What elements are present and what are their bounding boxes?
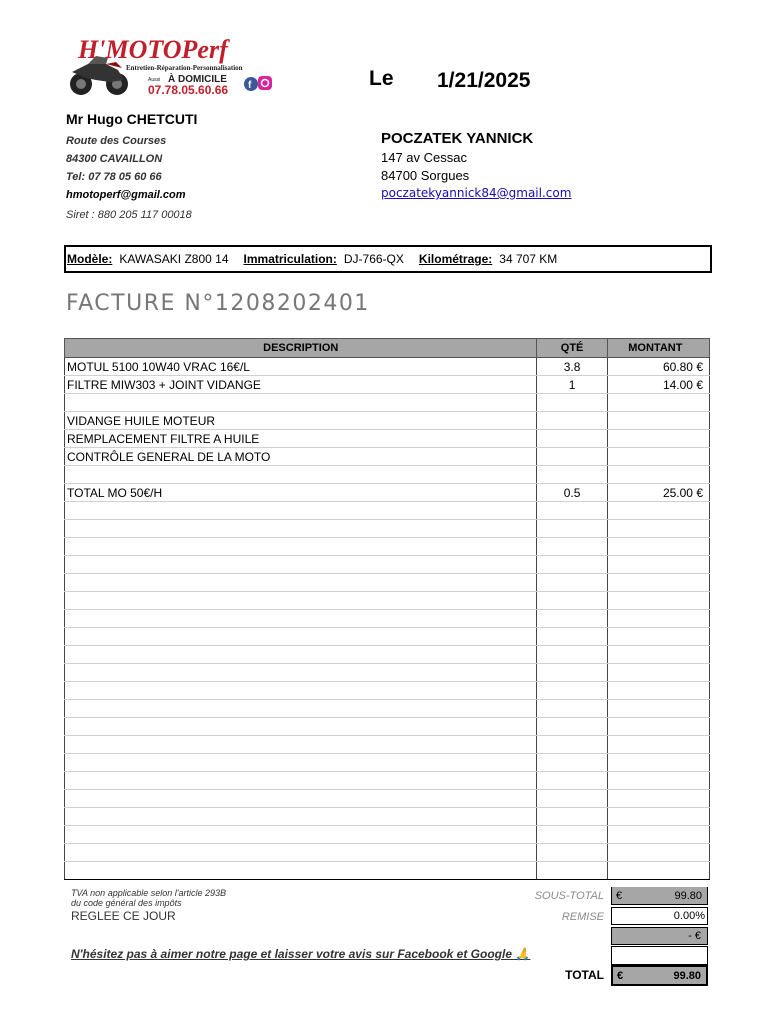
row-qty: [537, 808, 607, 826]
table-row: [65, 700, 710, 718]
row-amount: [607, 448, 709, 466]
row-amount: [607, 574, 709, 592]
review-request-note: N'hésitez pas à aimer notre page et laisser votre avis sur Facebook et Google 🙏: [71, 947, 531, 961]
invoice-items-table: [64, 338, 710, 880]
table-row: [65, 610, 710, 628]
row-amount: [607, 394, 709, 412]
row-description: TOTAL MO 50€/H: [65, 484, 537, 502]
row-qty: [537, 718, 607, 736]
row-amount: [607, 502, 709, 520]
row-amount: [607, 700, 709, 718]
row-amount: [607, 520, 709, 538]
svg-text:H'MOTOPerf: H'MOTOPerf: [78, 36, 228, 64]
svg-text:À DOMICILE: À DOMICILE: [168, 74, 227, 85]
row-amount: [607, 556, 709, 574]
row-qty: [537, 448, 607, 466]
column-header-amount: MONTANT: [607, 339, 709, 358]
table-row: [65, 358, 710, 376]
row-description: [65, 592, 537, 610]
row-description: [65, 574, 537, 592]
plate-label: Immatriculation:: [243, 252, 337, 266]
row-qty: 0.5: [537, 484, 607, 502]
blank-summary-cell: [611, 946, 708, 965]
subtotal-currency: €: [616, 889, 623, 902]
row-amount: [607, 628, 709, 646]
tva-note-line1: TVA non applicable selon l'article 293B: [71, 888, 226, 898]
model-value: KAWASAKI Z800 14: [119, 252, 229, 266]
total-value: 99.80: [673, 969, 701, 982]
row-qty: [537, 556, 607, 574]
row-amount: [607, 466, 709, 484]
row-amount: [607, 682, 709, 700]
row-amount: [607, 718, 709, 736]
table-row: [65, 754, 710, 772]
invoice-date: 1/21/2025: [437, 69, 531, 92]
row-qty: [537, 592, 607, 610]
discount-label: REMISE: [561, 911, 604, 923]
table-body: [65, 358, 710, 880]
row-description: [65, 772, 537, 790]
row-amount: [607, 790, 709, 808]
row-description: [65, 844, 537, 862]
table-row: [65, 412, 710, 430]
tva-note: [71, 888, 226, 908]
payment-status: REGLEE CE JOUR: [71, 909, 176, 923]
row-description: [65, 826, 537, 844]
row-description: MOTUL 5100 10W40 VRAC 16€/L: [65, 358, 537, 376]
row-qty: [537, 520, 607, 538]
row-qty: [537, 628, 607, 646]
row-description: [65, 682, 537, 700]
table-row: [65, 646, 710, 664]
table-row: [65, 826, 710, 844]
row-description: [65, 790, 537, 808]
row-description: [65, 808, 537, 826]
row-amount: [607, 736, 709, 754]
client-name: POCZATEK YANNICK: [381, 130, 534, 147]
discount-rate: 0.00%: [611, 907, 708, 925]
row-description: [65, 862, 537, 880]
table-row: [65, 448, 710, 466]
row-amount: [607, 592, 709, 610]
row-description: [65, 646, 537, 664]
table-row: [65, 538, 710, 556]
row-description: [65, 754, 537, 772]
sender-siret: Siret : 880 205 117 00018: [66, 209, 192, 221]
row-amount: [607, 754, 709, 772]
row-description: REMPLACEMENT FILTRE A HUILE: [65, 430, 537, 448]
row-description: CONTRÔLE GENERAL DE LA MOTO: [65, 448, 537, 466]
table-row: [65, 394, 710, 412]
sender-email: hmotoperf@gmail.com: [66, 189, 186, 201]
sender-name: Mr Hugo CHETCUTI: [66, 111, 198, 127]
table-row: [65, 862, 710, 880]
row-qty: [537, 682, 607, 700]
table-row: [65, 808, 710, 826]
row-qty: [537, 394, 607, 412]
row-qty: [537, 538, 607, 556]
row-qty: [537, 772, 607, 790]
row-amount: [607, 430, 709, 448]
table-row: [65, 718, 710, 736]
subtotal-label: SOUS-TOTAL: [534, 890, 604, 902]
row-description: [65, 466, 537, 484]
model-label: Modèle:: [67, 252, 113, 266]
row-qty: [537, 466, 607, 484]
row-amount: [607, 862, 709, 880]
row-amount: [607, 808, 709, 826]
column-header-description: DESCRIPTION: [65, 339, 537, 358]
row-qty: [537, 412, 607, 430]
total-currency: €: [617, 969, 624, 982]
table-row: [65, 376, 710, 394]
row-qty: [537, 574, 607, 592]
row-amount: 14.00 €: [607, 376, 709, 394]
facebook-icon: [244, 77, 258, 91]
row-description: [65, 538, 537, 556]
vehicle-info-box: [64, 245, 712, 273]
table-row: [65, 682, 710, 700]
svg-text:Aussi: Aussi: [148, 77, 161, 83]
table-row: [65, 556, 710, 574]
row-qty: [537, 646, 607, 664]
row-qty: [537, 502, 607, 520]
row-description: [65, 520, 537, 538]
svg-text:07.78.05.60.66: 07.78.05.60.66: [148, 83, 229, 97]
table-header-row: [65, 339, 710, 358]
row-qty: [537, 430, 607, 448]
sender-city: 84300 CAVAILLON: [66, 153, 163, 165]
table-row: [65, 466, 710, 484]
row-qty: 1: [537, 376, 607, 394]
row-amount: 60.80 €: [607, 358, 709, 376]
row-qty: 3.8: [537, 358, 607, 376]
client-city: 84700 Sorgues: [381, 168, 470, 183]
row-qty: [537, 844, 607, 862]
date-label: Le: [369, 67, 394, 90]
row-amount: [607, 412, 709, 430]
table-row: [65, 772, 710, 790]
row-description: [65, 628, 537, 646]
row-amount: [607, 772, 709, 790]
row-description: [65, 610, 537, 628]
row-qty: [537, 862, 607, 880]
row-amount: [607, 646, 709, 664]
table-row: [65, 736, 710, 754]
instagram-icon: [258, 76, 272, 90]
table-row: [65, 592, 710, 610]
row-qty: [537, 700, 607, 718]
row-description: [65, 736, 537, 754]
table-row: [65, 430, 710, 448]
table-row: [65, 844, 710, 862]
row-qty: [537, 736, 607, 754]
row-amount: [607, 844, 709, 862]
table-row: [65, 628, 710, 646]
km-value: 34 707 KM: [499, 252, 558, 266]
invoice-title: FACTURE N°1208202401: [66, 291, 370, 316]
subtotal-box: [611, 887, 708, 905]
company-logo: [66, 36, 280, 100]
table-row: [65, 790, 710, 808]
tva-note-line2: du code général des impôts: [71, 898, 182, 908]
km-label: Kilométrage:: [418, 252, 493, 266]
svg-text:f: f: [248, 80, 252, 91]
column-header-qty: QTÉ: [537, 339, 607, 358]
row-description: [65, 700, 537, 718]
discount-amount: - €: [611, 927, 708, 945]
table-row: [65, 502, 710, 520]
row-amount: [607, 826, 709, 844]
sender-tel: Tel: 07 78 05 60 66: [66, 171, 162, 183]
row-description: FILTRE MIW303 + JOINT VIDANGE: [65, 376, 537, 394]
row-qty: [537, 664, 607, 682]
sender-street: Route des Courses: [66, 135, 167, 147]
row-qty: [537, 610, 607, 628]
table-row: [65, 574, 710, 592]
row-description: VIDANGE HUILE MOTEUR: [65, 412, 537, 430]
row-description: [65, 394, 537, 412]
row-description: [65, 502, 537, 520]
client-email-link[interactable]: poczatekyannick84@gmail.com: [381, 186, 572, 200]
row-amount: [607, 664, 709, 682]
row-description: [65, 664, 537, 682]
total-box: [611, 965, 708, 986]
svg-text:Entretien-Réparation-Personnal: Entretien-Réparation-Personnalisation: [126, 64, 243, 72]
row-qty: [537, 754, 607, 772]
row-amount: [607, 610, 709, 628]
row-qty: [537, 790, 607, 808]
row-description: [65, 718, 537, 736]
table-row: [65, 520, 710, 538]
total-label: TOTAL: [565, 968, 604, 982]
row-amount: 25.00 €: [607, 484, 709, 502]
client-street: 147 av Cessac: [381, 150, 467, 165]
table-row: [65, 664, 710, 682]
row-amount: [607, 538, 709, 556]
row-qty: [537, 826, 607, 844]
table-row: [65, 484, 710, 502]
subtotal-value: 99.80: [674, 889, 702, 902]
plate-value: DJ-766-QX: [343, 252, 404, 266]
row-description: [65, 556, 537, 574]
